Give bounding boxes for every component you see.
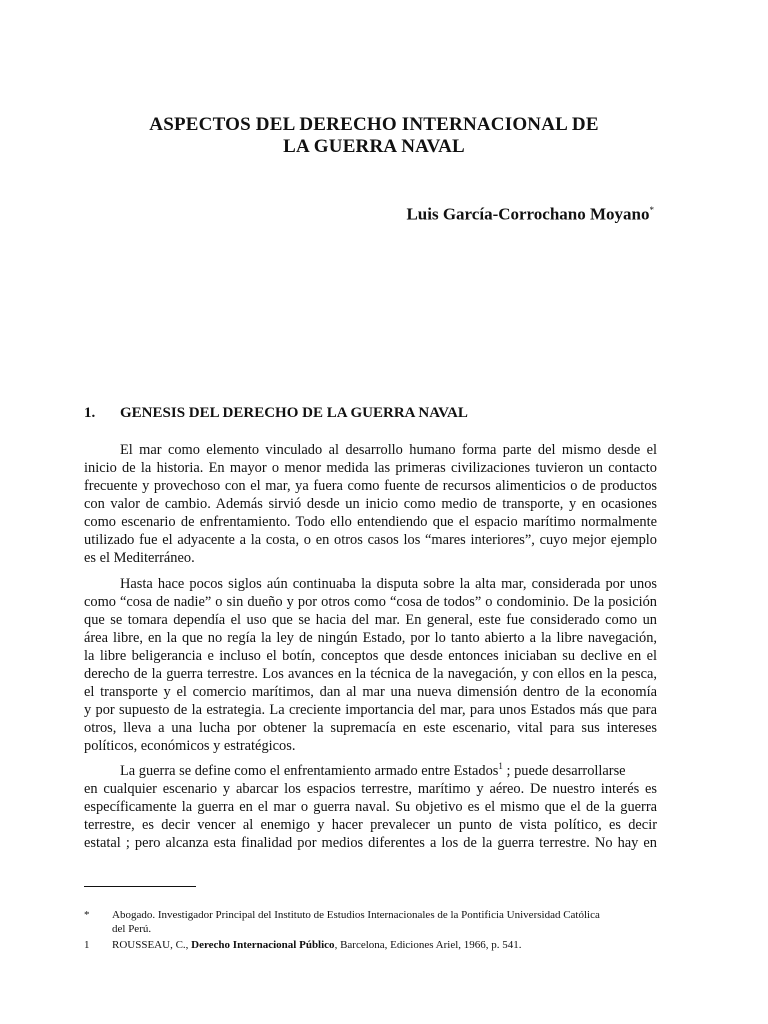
paragraph-line: la libre beligerancia e incluso el botín, conceptos que desde entonces iniciaban su declive en el (84, 648, 657, 664)
author-note-mark: * (649, 205, 654, 215)
section-title: GENESIS DEL DERECHO DE LA GUERRA NAVAL (120, 405, 468, 421)
citation-author: ROUSSEAU, C., (112, 939, 192, 951)
section-number: 1. (84, 405, 96, 421)
footnote-mark: * (84, 909, 90, 921)
author-name: Luis García-Corrochano Moyano (406, 204, 650, 224)
paragraph-line: específicamente la guerra en el mar o guerra naval. Su objetivo es el mismo que el de la guerra (84, 799, 657, 815)
paragraph-line: área libre, en la que no regía la ley de ningún Estado, por lo tanto abierto a la libre navegación, (84, 630, 657, 646)
paragraph-line: utilizado fue el adyacente a la costa, o en otros casos los “mares interiores”, cuyo mejor ejemplo (84, 532, 657, 548)
paragraph-2 (84, 575, 657, 755)
footnote-1 (84, 938, 668, 952)
paragraph-3 (84, 762, 657, 852)
paragraph-1 (84, 441, 657, 567)
paragraph-line: frecuente y provechoso con el mar, ya fuera como fuente de recursos alimenticios o de productos (84, 478, 657, 494)
paragraph-line: políticos, económicos y estratégicos. (84, 738, 296, 754)
paragraph-line: como escenario de enfrentamiento. Todo ello entendiendo que el espacio marítimo normalmente (84, 514, 657, 530)
paragraph-line: como “cosa de nadie” o sin dueño y por otros como “cosa de todos” o condominio. De la posición (84, 594, 657, 610)
footnote-line: del Perú. (112, 923, 152, 935)
paragraph-text: ; puede desarrollarse (502, 763, 626, 779)
title-line-1: ASPECTOS DEL DERECHO INTERNACIONAL DE (149, 114, 599, 135)
paragraph-line: que se tomara dependía el uso que se hacia del mar. En general, este fue considerado como un (84, 612, 657, 628)
footnote-author (84, 908, 668, 936)
paragraph-line: en cualquier escenario y abarcar los espacios terrestre, marítimo y aéreo. De nuestro interés es (84, 781, 657, 797)
footnotes (84, 908, 668, 952)
article-title (84, 114, 664, 158)
footnote-divider (84, 886, 196, 887)
paragraph-line: con valor de cambio. Además sirvió desde un inicio como medio de transporte, y en ocasiones (84, 496, 657, 512)
paragraph-line (84, 762, 657, 780)
paragraph-line: y por supuesto de la estrategia. La creciente importancia del mar, para unos Estados más que para (84, 702, 657, 718)
paragraph-line: inicio de la historia. En mayor o menor medida las primeras civilizaciones tuvieron un contacto (84, 460, 657, 476)
footnote-reference: 1 (498, 761, 503, 772)
paragraph-line: El mar como elemento vinculado al desarrollo humano forma parte del mismo desde el (120, 442, 657, 458)
citation-details: , Barcelona, Ediciones Ariel, 1966, p. 541. (334, 939, 522, 951)
paragraph-text: La guerra se define como el enfrentamiento armado entre Estados (120, 763, 499, 779)
paragraph-line: otros, lleva a una lucha por obtener la supremacía en este escenario, vital para sus intereses (84, 720, 657, 736)
paragraph-line: Hasta hace pocos siglos aún continuaba la disputa sobre la alta mar, considerada por unos (120, 576, 657, 592)
footnote-mark: 1 (84, 939, 90, 951)
author-byline (406, 200, 654, 225)
paragraph-line: es el Mediterráneo. (84, 550, 195, 566)
section-heading (84, 404, 664, 422)
paragraph-line: estatal ; pero alcanza esta finalidad por medios diferentes a los de la guerra terrestre. No hay en (84, 835, 657, 851)
citation-work: Derecho Internacional Público (191, 939, 335, 951)
paragraph-line: el transporte y el comercio marítimos, dan al mar una nueva dimensión dentro de la economía (84, 684, 657, 700)
title-line-2: LA GUERRA NAVAL (283, 136, 465, 157)
paragraph-line: derecho de la guerra terrestre. Los avances en la técnica de la navegación, y con ellos en la pesca, (84, 666, 657, 682)
footnote-line (112, 938, 668, 952)
footnote-line: Abogado. Investigador Principal del Instituto de Estudios Internacionales de la Pontificia Universidad Católica (112, 909, 600, 921)
paragraph-line: terrestre, es decir vencer al enemigo y hacer prevalecer un punto de vista político, es decir (84, 817, 657, 833)
